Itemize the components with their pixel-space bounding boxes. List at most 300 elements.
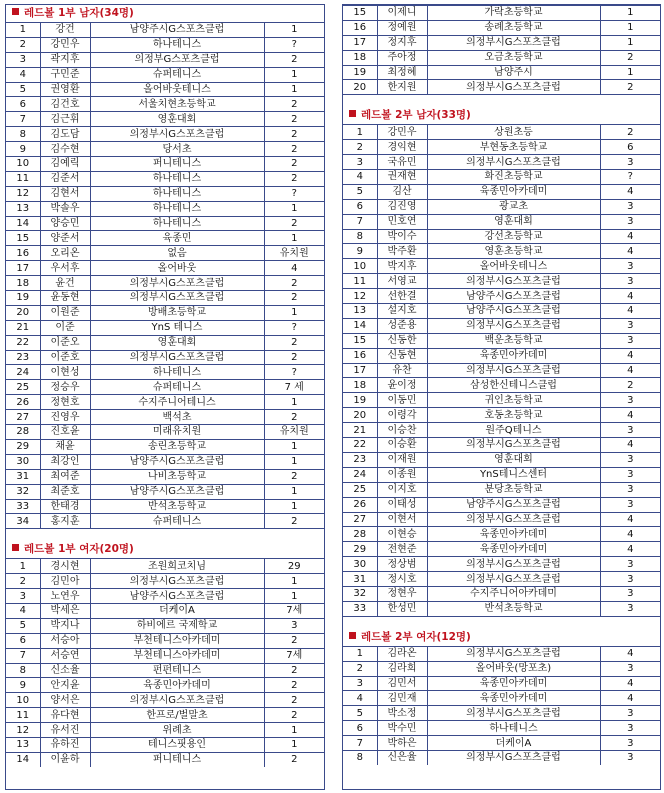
player-name: 이동민 bbox=[377, 393, 427, 408]
player-name: 김산 bbox=[377, 184, 427, 199]
player-name: 정시호 bbox=[377, 572, 427, 587]
row-number: 28 bbox=[6, 425, 40, 440]
player-name: 이현서 bbox=[377, 512, 427, 527]
grade: 2 bbox=[264, 350, 324, 365]
table-row bbox=[6, 67, 324, 82]
player-name: 김예릭 bbox=[40, 157, 90, 172]
table-row bbox=[6, 365, 324, 380]
table-row bbox=[343, 691, 660, 706]
grade: 2 bbox=[264, 171, 324, 186]
table-row bbox=[343, 452, 660, 467]
club-name: 오금초등학교 bbox=[427, 50, 600, 65]
club-name: 의정부시G스포츠클럽 bbox=[90, 127, 264, 142]
player-name: 노연우 bbox=[40, 589, 90, 604]
table-row bbox=[343, 6, 660, 21]
grade: 3 bbox=[600, 586, 660, 601]
table-row bbox=[343, 140, 660, 155]
table-row bbox=[6, 201, 324, 216]
club-name: 올어바웃테니스 bbox=[427, 259, 600, 274]
table-row bbox=[6, 395, 324, 410]
player-name: 진영우 bbox=[40, 410, 90, 425]
row-number: 12 bbox=[6, 186, 40, 201]
table-row bbox=[343, 304, 660, 319]
club-name: 부현동초등학교 bbox=[427, 140, 600, 155]
table-row bbox=[343, 184, 660, 199]
grade: 1 bbox=[264, 23, 324, 38]
grade: 4 bbox=[600, 348, 660, 363]
grade: 1 bbox=[264, 82, 324, 97]
grade: 1 bbox=[264, 395, 324, 410]
grade: 2 bbox=[264, 52, 324, 67]
row-number: 4 bbox=[6, 67, 40, 82]
table-row bbox=[343, 721, 660, 736]
section-title bbox=[6, 5, 324, 22]
player-name: 이령각 bbox=[377, 408, 427, 423]
grade: 1 bbox=[264, 305, 324, 320]
club-name: 하나테니스 bbox=[90, 201, 264, 216]
club-name: 펀펀테니스 bbox=[90, 663, 264, 678]
row-number: 27 bbox=[6, 410, 40, 425]
grade: ? bbox=[264, 365, 324, 380]
table-row bbox=[343, 155, 660, 170]
row-number: 15 bbox=[343, 6, 377, 21]
table-row bbox=[6, 52, 324, 67]
grade: 2 bbox=[264, 335, 324, 350]
player-name: 김준서 bbox=[40, 171, 90, 186]
player-name: 경익현 bbox=[377, 140, 427, 155]
player-name: 민호연 bbox=[377, 214, 427, 229]
roster-table bbox=[343, 5, 660, 94]
player-name: 김라희 bbox=[377, 661, 427, 676]
row-number: 25 bbox=[343, 482, 377, 497]
club-name: 의정부시G스포츠클럽 bbox=[427, 750, 600, 764]
row-number: 19 bbox=[343, 393, 377, 408]
table-row bbox=[343, 289, 660, 304]
left-column bbox=[5, 4, 325, 790]
grade: 2 bbox=[264, 291, 324, 306]
table-row bbox=[6, 186, 324, 201]
row-number: 11 bbox=[6, 171, 40, 186]
player-name: 이현승 bbox=[377, 527, 427, 542]
table-row bbox=[6, 246, 324, 261]
player-name: 최정혜 bbox=[377, 65, 427, 80]
club-name: 의정부시G스포츠클럽 bbox=[90, 693, 264, 708]
section-title-text: 레드볼 2부 남자(33명) bbox=[361, 109, 471, 122]
club-name: 송린초등학교 bbox=[90, 439, 264, 454]
row-number: 1 bbox=[343, 125, 377, 140]
player-name: 박지후 bbox=[377, 259, 427, 274]
player-name: 이준 bbox=[40, 320, 90, 335]
row-number: 1 bbox=[6, 559, 40, 574]
grade: 2 bbox=[600, 125, 660, 140]
player-name: 이윤하 bbox=[40, 752, 90, 766]
row-number: 34 bbox=[6, 514, 40, 528]
player-name: 홍지훈 bbox=[40, 514, 90, 528]
row-number: 8 bbox=[6, 663, 40, 678]
club-name: 삼성한신테니스클럽 bbox=[427, 378, 600, 393]
row-number: 16 bbox=[343, 348, 377, 363]
row-number: 3 bbox=[343, 676, 377, 691]
row-number: 20 bbox=[343, 408, 377, 423]
grade: 3 bbox=[600, 497, 660, 512]
club-name: 영훈초등학교 bbox=[427, 244, 600, 259]
grade: 4 bbox=[600, 527, 660, 542]
club-name: 하나테니스 bbox=[90, 37, 264, 52]
club-name: 수지주니어테니스 bbox=[90, 395, 264, 410]
player-name: 안지윤 bbox=[40, 678, 90, 693]
player-name: 이태성 bbox=[377, 497, 427, 512]
grade: 3 bbox=[600, 274, 660, 289]
grade: 3 bbox=[600, 721, 660, 736]
grade: 3 bbox=[600, 393, 660, 408]
player-name: 윤이정 bbox=[377, 378, 427, 393]
row-number: 10 bbox=[6, 157, 40, 172]
table-row bbox=[343, 482, 660, 497]
row-number: 4 bbox=[343, 170, 377, 185]
player-name: 김진영 bbox=[377, 199, 427, 214]
club-name: 남양주시G스포츠클럽 bbox=[427, 289, 600, 304]
table-row bbox=[6, 484, 324, 499]
grade: 3 bbox=[600, 557, 660, 572]
grade: 4 bbox=[600, 289, 660, 304]
row-number: 18 bbox=[6, 276, 40, 291]
player-name: 양서은 bbox=[40, 693, 90, 708]
grade: 1 bbox=[264, 574, 324, 589]
row-number: 32 bbox=[343, 586, 377, 601]
grade: 3 bbox=[600, 452, 660, 467]
grade: 1 bbox=[264, 499, 324, 514]
player-name: 정지후 bbox=[377, 35, 427, 50]
club-name: 호동초등학교 bbox=[427, 408, 600, 423]
row-number: 2 bbox=[343, 140, 377, 155]
player-name: 윤건 bbox=[40, 276, 90, 291]
player-name: 이승찬 bbox=[377, 423, 427, 438]
table-row bbox=[343, 512, 660, 527]
club-name: 반석초등학교 bbox=[90, 499, 264, 514]
row-number: 7 bbox=[6, 112, 40, 127]
grade: 4 bbox=[600, 542, 660, 557]
table-row bbox=[343, 170, 660, 185]
club-name: 의정부시G스포츠클럽 bbox=[427, 363, 600, 378]
table-row bbox=[343, 467, 660, 482]
table-row bbox=[343, 318, 660, 333]
row-number: 25 bbox=[6, 380, 40, 395]
table-row bbox=[6, 380, 324, 395]
player-name: 강민우 bbox=[40, 37, 90, 52]
player-name: 이승환 bbox=[377, 438, 427, 453]
club-name: 강선초등학교 bbox=[427, 229, 600, 244]
player-name: 정상범 bbox=[377, 557, 427, 572]
roster-section bbox=[343, 5, 660, 94]
square-bullet-icon bbox=[349, 110, 356, 117]
section-gap bbox=[6, 528, 324, 541]
club-name: 반석초등학교 bbox=[427, 601, 600, 615]
row-number: 30 bbox=[6, 454, 40, 469]
row-number: 15 bbox=[343, 333, 377, 348]
table-row bbox=[6, 335, 324, 350]
grade: 3 bbox=[600, 601, 660, 615]
club-name: 위례초 bbox=[90, 723, 264, 738]
row-number: 6 bbox=[343, 199, 377, 214]
row-number: 29 bbox=[343, 542, 377, 557]
grade: 7 세 bbox=[264, 380, 324, 395]
grade: 2 bbox=[264, 693, 324, 708]
grade: 1 bbox=[264, 589, 324, 604]
player-name: 박이수 bbox=[377, 229, 427, 244]
club-name: 의정부시G스포츠클럽 bbox=[427, 646, 600, 661]
grade: 2 bbox=[600, 378, 660, 393]
row-number: 11 bbox=[6, 708, 40, 723]
table-row bbox=[6, 320, 324, 335]
row-number: 26 bbox=[343, 497, 377, 512]
roster-table bbox=[6, 558, 324, 766]
table-row bbox=[343, 125, 660, 140]
row-number: 15 bbox=[6, 231, 40, 246]
club-name: 하나테니스 bbox=[90, 186, 264, 201]
player-name: 박수민 bbox=[377, 721, 427, 736]
section-title-text: 레드볼 2부 여자(12명) bbox=[361, 630, 471, 643]
club-name: 분당초등학교 bbox=[427, 482, 600, 497]
player-name: 유하진 bbox=[40, 737, 90, 752]
table-row bbox=[343, 199, 660, 214]
club-name: 당서초 bbox=[90, 142, 264, 157]
club-name: 육종민아카데미 bbox=[427, 691, 600, 706]
row-number: 9 bbox=[6, 142, 40, 157]
club-name: 육종민아카데미 bbox=[427, 184, 600, 199]
grade: 1 bbox=[264, 484, 324, 499]
player-name: 선한결 bbox=[377, 289, 427, 304]
player-name: 이현성 bbox=[40, 365, 90, 380]
table-row bbox=[343, 393, 660, 408]
player-name: 이지호 bbox=[377, 482, 427, 497]
table-row bbox=[6, 574, 324, 589]
player-name: 박지나 bbox=[40, 618, 90, 633]
club-name: 올어바웃테니스 bbox=[90, 82, 264, 97]
club-name: 의정부시G스포츠클럽 bbox=[427, 35, 600, 50]
row-number: 16 bbox=[6, 246, 40, 261]
row-number: 7 bbox=[343, 214, 377, 229]
table-row bbox=[343, 259, 660, 274]
table-row bbox=[6, 231, 324, 246]
player-name: 최준호 bbox=[40, 484, 90, 499]
player-name: 한지원 bbox=[377, 80, 427, 94]
club-name: 더케이A bbox=[427, 736, 600, 751]
player-name: 유서진 bbox=[40, 723, 90, 738]
player-name: 박솔우 bbox=[40, 201, 90, 216]
club-name: 슈퍼테니스 bbox=[90, 380, 264, 395]
grade: 2 bbox=[264, 216, 324, 231]
grade: 29 bbox=[264, 559, 324, 574]
player-name: 권재현 bbox=[377, 170, 427, 185]
row-number: 32 bbox=[6, 484, 40, 499]
club-name: 슈퍼테니스 bbox=[90, 67, 264, 82]
roster-section bbox=[343, 107, 660, 615]
grade: 7세 bbox=[264, 648, 324, 663]
right-column bbox=[342, 4, 661, 790]
table-row bbox=[6, 723, 324, 738]
club-name: 나비초등학교 bbox=[90, 469, 264, 484]
grade: 4 bbox=[600, 363, 660, 378]
player-name: 서영교 bbox=[377, 274, 427, 289]
player-name: 김도담 bbox=[40, 127, 90, 142]
club-name: 올어바웃(망포초) bbox=[427, 661, 600, 676]
table-row bbox=[6, 633, 324, 648]
row-number: 6 bbox=[6, 633, 40, 648]
grade: 3 bbox=[600, 750, 660, 764]
table-row bbox=[343, 80, 660, 94]
row-number: 4 bbox=[6, 603, 40, 618]
row-number: 22 bbox=[343, 438, 377, 453]
player-name: 정예원 bbox=[377, 20, 427, 35]
player-name: 신동현 bbox=[377, 348, 427, 363]
row-number: 20 bbox=[6, 305, 40, 320]
row-number: 13 bbox=[6, 737, 40, 752]
row-number: 17 bbox=[6, 261, 40, 276]
row-number: 27 bbox=[343, 512, 377, 527]
square-bullet-icon bbox=[349, 632, 356, 639]
player-name: 구민준 bbox=[40, 67, 90, 82]
club-name: 송례초등학교 bbox=[427, 20, 600, 35]
club-name: 남양주시G스포츠클럽 bbox=[90, 454, 264, 469]
club-name: 하비에르 국제학교 bbox=[90, 618, 264, 633]
row-number: 10 bbox=[343, 259, 377, 274]
player-name: 양준서 bbox=[40, 231, 90, 246]
club-name: 의정부시G스포츠클럽 bbox=[427, 512, 600, 527]
player-name: 국유민 bbox=[377, 155, 427, 170]
grade: ? bbox=[600, 170, 660, 185]
grade: 유치원 bbox=[264, 425, 324, 440]
player-name: 신소율 bbox=[40, 663, 90, 678]
table-row bbox=[343, 244, 660, 259]
grade: 2 bbox=[264, 112, 324, 127]
row-number: 18 bbox=[343, 50, 377, 65]
grade: 3 bbox=[600, 736, 660, 751]
table-row bbox=[6, 514, 324, 528]
row-number: 14 bbox=[6, 752, 40, 766]
club-name: 의정부G스포츠클럽 bbox=[90, 52, 264, 67]
player-name: 정현호 bbox=[40, 395, 90, 410]
grade: 1 bbox=[264, 231, 324, 246]
row-number: 8 bbox=[343, 229, 377, 244]
club-name: 육종민아카데미 bbox=[90, 678, 264, 693]
club-name: 의정부시G스포츠클럽 bbox=[427, 155, 600, 170]
row-number: 13 bbox=[6, 201, 40, 216]
table-row bbox=[6, 171, 324, 186]
club-name: 하나테니스 bbox=[90, 171, 264, 186]
table-row bbox=[6, 439, 324, 454]
grade: 2 bbox=[264, 469, 324, 484]
table-row bbox=[6, 589, 324, 604]
player-name: 박주환 bbox=[377, 244, 427, 259]
club-name: 의정부시G스포츠클럽 bbox=[427, 572, 600, 587]
club-name: 하나테니스 bbox=[90, 365, 264, 380]
grade: 3 bbox=[600, 333, 660, 348]
table-row bbox=[6, 216, 324, 231]
grade: 3 bbox=[600, 318, 660, 333]
club-name: 육종민 bbox=[90, 231, 264, 246]
grade: 3 bbox=[600, 199, 660, 214]
player-name: 이준오 bbox=[40, 335, 90, 350]
row-number: 16 bbox=[343, 20, 377, 35]
row-number: 2 bbox=[6, 574, 40, 589]
row-number: 2 bbox=[6, 37, 40, 52]
player-name: 김라온 bbox=[377, 646, 427, 661]
table-row bbox=[343, 20, 660, 35]
table-row bbox=[343, 542, 660, 557]
club-name: 백운초등학교 bbox=[427, 333, 600, 348]
player-name: 전현준 bbox=[377, 542, 427, 557]
grade: 1 bbox=[264, 67, 324, 82]
row-number: 24 bbox=[6, 365, 40, 380]
player-name: 박소정 bbox=[377, 706, 427, 721]
table-row bbox=[6, 23, 324, 38]
row-number: 21 bbox=[6, 320, 40, 335]
row-number: 26 bbox=[6, 395, 40, 410]
player-name: 서승아 bbox=[40, 633, 90, 648]
row-number: 22 bbox=[6, 335, 40, 350]
club-name: 올어바웃 bbox=[90, 261, 264, 276]
row-number: 11 bbox=[343, 274, 377, 289]
grade: 2 bbox=[264, 678, 324, 693]
row-number: 14 bbox=[343, 318, 377, 333]
table-row bbox=[343, 646, 660, 661]
table-row bbox=[343, 676, 660, 691]
grade: 3 bbox=[600, 661, 660, 676]
row-number: 23 bbox=[343, 452, 377, 467]
grade: 2 bbox=[264, 663, 324, 678]
row-number: 1 bbox=[343, 646, 377, 661]
section-gap bbox=[343, 616, 660, 629]
grade: 2 bbox=[264, 633, 324, 648]
section-title bbox=[6, 541, 324, 558]
table-row bbox=[343, 50, 660, 65]
player-name: 경시현 bbox=[40, 559, 90, 574]
grade: 2 bbox=[264, 97, 324, 112]
table-row bbox=[6, 603, 324, 618]
row-number: 13 bbox=[343, 304, 377, 319]
roster-table bbox=[343, 124, 660, 615]
grade: 3 bbox=[600, 706, 660, 721]
row-number: 7 bbox=[343, 736, 377, 751]
roster-table bbox=[343, 646, 660, 765]
grade: 2 bbox=[264, 752, 324, 766]
row-number: 19 bbox=[343, 65, 377, 80]
club-name: 의정부시G스포츠클럽 bbox=[427, 274, 600, 289]
row-number: 4 bbox=[343, 691, 377, 706]
row-number: 14 bbox=[6, 216, 40, 231]
grade: 1 bbox=[264, 737, 324, 752]
square-bullet-icon bbox=[12, 544, 19, 551]
club-name: 남양주시G스포츠클럽 bbox=[427, 497, 600, 512]
table-row bbox=[343, 438, 660, 453]
table-row bbox=[343, 378, 660, 393]
table-row bbox=[6, 305, 324, 320]
square-bullet-icon bbox=[12, 8, 19, 15]
section-title bbox=[343, 107, 660, 124]
player-name: 한태경 bbox=[40, 499, 90, 514]
grade: 1 bbox=[264, 454, 324, 469]
grade: 2 bbox=[264, 708, 324, 723]
row-number: 33 bbox=[6, 499, 40, 514]
row-number: 24 bbox=[343, 467, 377, 482]
row-number: 20 bbox=[343, 80, 377, 94]
player-name: 유다현 bbox=[40, 708, 90, 723]
grade: 1 bbox=[264, 201, 324, 216]
table-row bbox=[6, 82, 324, 97]
player-name: 정현우 bbox=[377, 586, 427, 601]
roster-section bbox=[343, 629, 660, 765]
player-name: 최강인 bbox=[40, 454, 90, 469]
